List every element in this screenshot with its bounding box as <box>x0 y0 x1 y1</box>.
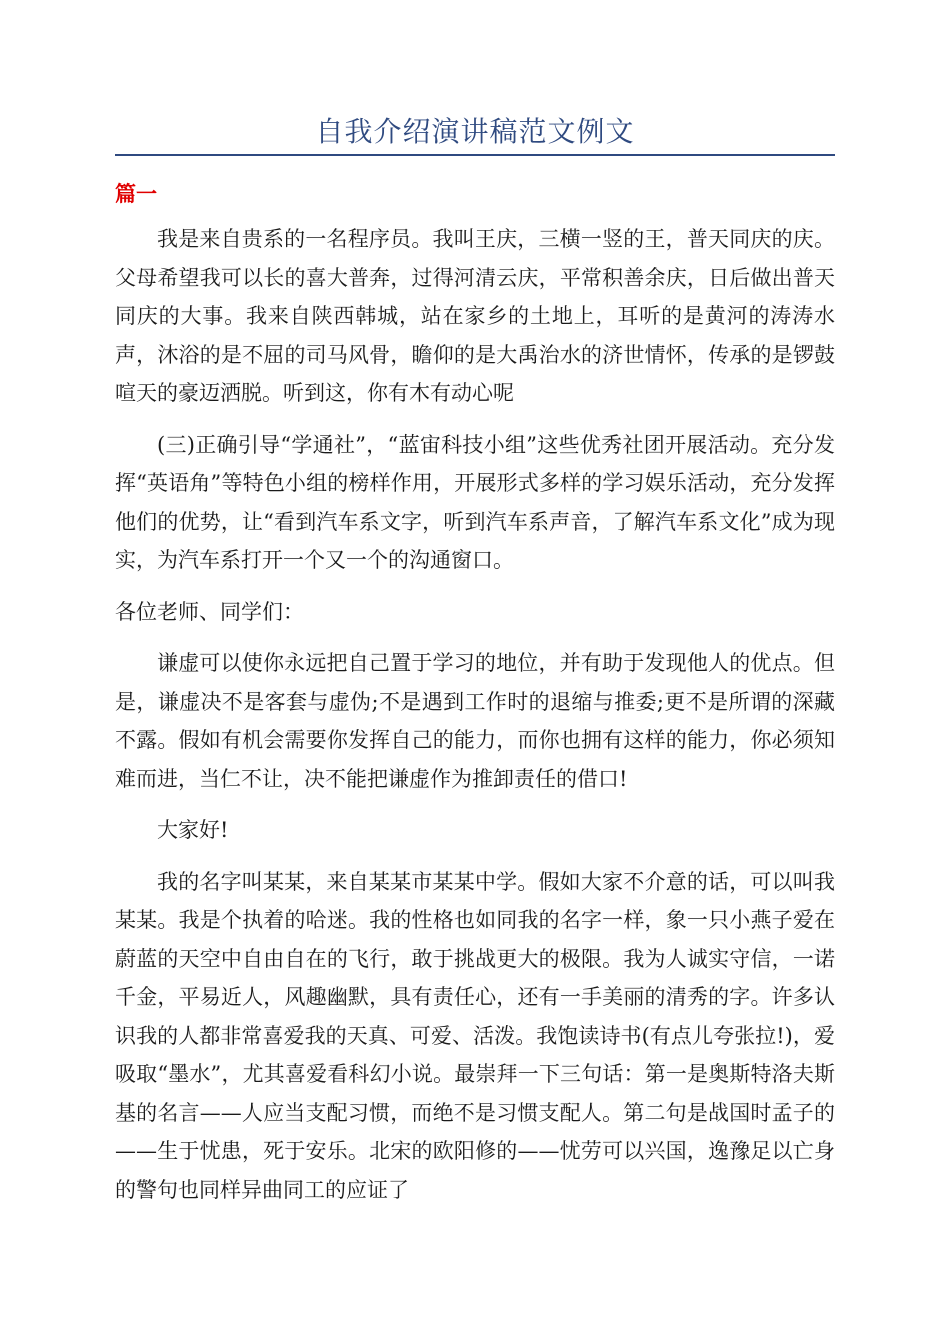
document-title: 自我介绍演讲稿范文例文 <box>315 115 635 148</box>
paragraph-salutation: 各位老师、同学们： <box>115 599 304 624</box>
title-underline <box>115 154 835 156</box>
paragraph-greeting: 大家好! <box>157 818 229 842</box>
paragraph-intro: 我是来自贵系的一名程序员。我叫王庆，三横一竖的王，普天同庆的庆。父母希望我可以长的喜大普奔，过得河清云庆，平常积善余庆，日后做出普天同庆的大事。我来自陕西韩城，站在家乡的土地上，耳听的是黄河的涛涛水声，沐浴的是不屈的司马风骨，瞻仰的是大禹治水的济世情怀，传承的是锣鼓喧天的豪迈洒脱。听到这，你有木有动心呢 <box>115 227 835 405</box>
document-body <box>115 220 835 1209</box>
paragraph-clubs: (三)正确引导“学通社”，“蓝宙科技小组”这些优秀社团开展活动。充分发挥“英语角”等特色小组的榜样作用，开展形式多样的学习娱乐活动，充分发挥他们的优势，让“看到汽车系文字，听到汽车系声音，了解汽车系文化”成为现实，为汽车系打开一个又一个的沟通窗口。 <box>115 432 835 572</box>
paragraph-modesty: 谦虚可以使你永远把自己置于学习的地位，并有助于发现他人的优点。但是，谦虚决不是客套与虚伪;不是遇到工作时的退缩与推委;更不是所谓的深藏不露。假如有机会需要你发挥自己的能力，而你也拥有这样的能力，你必须知难而进，当仁不让，决不能把谦虚作为推卸责任的借口! <box>115 651 835 791</box>
paragraph-self-intro: 我的名字叫某某，来自某某市某某中学。假如大家不介意的话，可以叫我某某。我是个执着的哈迷。我的性格也如同我的名字一样，象一只小燕子爱在蔚蓝的天空中自由自在的飞行，敢于挑战更大的极限。我为人诚实守信，一诺千金，平易近人，风趣幽默，具有责任心，还有一手美丽的清秀的字。许多认识我的人都非常喜爱我的天真、可爱、活泼。我饱读诗书(有点儿夸张拉!)，爱吸取“墨水”，尤其喜爱看科幻小说。最崇拜一下三句话：第一是奥斯特洛夫斯基的名言——人应当支配习惯，而绝不是习惯支配人。第二句是战国时孟子的——生于忧患，死于安乐。北宋的欧阳修的——忧劳可以兴国，逸豫足以亡身的警句也同样异曲同工的应证了 <box>115 869 835 1202</box>
section-heading: 篇一 <box>115 182 157 206</box>
